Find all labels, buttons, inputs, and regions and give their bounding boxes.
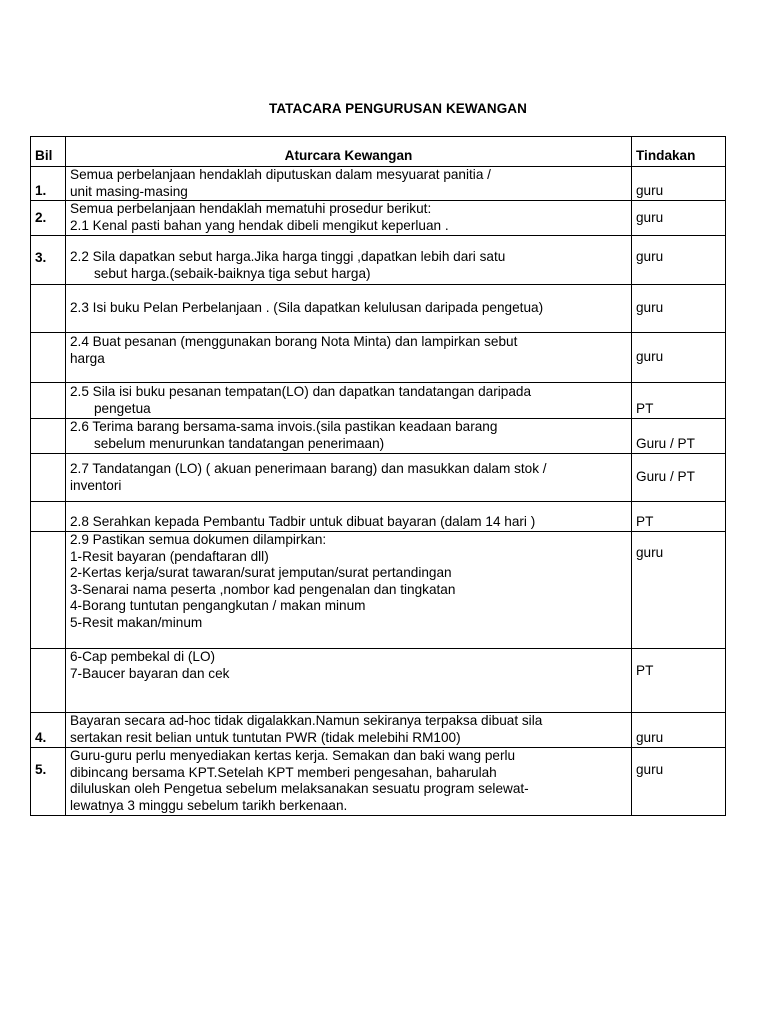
row-aturcara [66, 532, 632, 649]
row-line: harga [70, 350, 105, 366]
table-row [31, 167, 726, 201]
row-line: Semua perbelanjaan hendaklah mematuhi prosedur berikut: [70, 201, 432, 216]
row-line: 2.6 Terima barang bersama-sama invois.(sila pastikan keadaan barang [70, 419, 498, 434]
row-tindakan: Guru / PT [632, 419, 726, 454]
row-line: 2.8 Serahkan kepada Pembantu Tadbir untuk dibuat bayaran (dalam 14 hari ) [70, 513, 536, 529]
row-aturcara [66, 748, 632, 816]
row-line: diluluskan oleh Pengetua sebelum melaksanakan sesuatu program selewat- [70, 781, 529, 796]
procedure-table [30, 136, 726, 816]
table-row [31, 285, 726, 333]
row-aturcara [66, 383, 632, 419]
row-aturcara [66, 285, 632, 333]
table-row [31, 419, 726, 454]
row-line: 2.9 Pastikan semua dokumen dilampirkan: [70, 532, 327, 547]
row-line: lewatnya 3 minggu sebelum tarikh berkenaan. [70, 797, 348, 813]
table-row [31, 649, 726, 713]
row-line: Bayaran secara ad-hoc tidak digalakkan.Namun sekiranya terpaksa dibuat sila [70, 713, 543, 728]
row-tindakan: guru [632, 236, 726, 285]
row-tindakan: guru [632, 201, 726, 236]
row-line: 2-Kertas kerja/surat tawaran/surat jemputan/surat pertandingan [70, 565, 452, 580]
header-row [31, 137, 726, 167]
row-aturcara [66, 649, 632, 713]
document-title: TATACARA PENGURUSAN KEWANGAN [268, 101, 528, 116]
row-line: 3-Senarai nama peserta ,nombor kad pengenalan dan tingkatan [70, 581, 456, 597]
row-line: Guru-guru perlu menyediakan kertas kerja. Semakan dan baki wang perlu [70, 748, 516, 763]
row-line: 2.2 Sila dapatkan sebut harga.Jika harga tinggi ,dapatkan lebih dari satu [70, 249, 506, 264]
row-bil [31, 532, 66, 649]
row-bil: 4. [31, 713, 66, 748]
row-line: 4-Borang tuntutan pengangkutan / makan minum [70, 598, 366, 613]
row-line: sebelum menurunkan tandatangan penerimaan) [94, 435, 385, 451]
row-bil: 1. [31, 167, 66, 201]
row-tindakan: guru [632, 713, 726, 748]
row-aturcara [66, 167, 632, 201]
row-line: Semua perbelanjaan hendaklah diputuskan dalam mesyuarat panitia / [70, 167, 491, 182]
row-tindakan: guru [632, 333, 726, 383]
row-aturcara [66, 236, 632, 285]
row-line: unit masing-masing [70, 183, 188, 199]
header-aturcara: Aturcara Kewangan [66, 137, 632, 167]
row-tindakan: Guru / PT [632, 454, 726, 502]
table-row [31, 532, 726, 649]
row-line: 6-Cap pembekal di (LO) [70, 649, 216, 664]
row-bil [31, 454, 66, 502]
table-row [31, 454, 726, 502]
row-bil [31, 383, 66, 419]
row-line: 5-Resit makan/minum [70, 614, 203, 630]
row-bil: 5. [31, 748, 66, 816]
row-line: 2.1 Kenal pasti bahan yang hendak dibeli mengikut keperluan . [70, 217, 449, 233]
table-row [31, 748, 726, 816]
table-row [31, 713, 726, 748]
row-aturcara [66, 201, 632, 236]
row-line: 2.7 Tandatangan (LO) ( akuan penerimaan barang) dan masukkan dalam stok / [70, 461, 547, 476]
row-line: 2.5 Sila isi buku pesanan tempatan(LO) dan dapatkan tandatangan daripada [70, 384, 532, 399]
row-bil: 2. [31, 201, 66, 236]
row-line: 2.3 Isi buku Pelan Perbelanjaan . (Sila dapatkan kelulusan daripada pengetua) [70, 300, 544, 316]
row-bil: 3. [31, 236, 66, 285]
row-tindakan: guru [632, 167, 726, 201]
row-tindakan: guru [632, 748, 726, 816]
row-line: pengetua [94, 400, 151, 416]
row-bil [31, 649, 66, 713]
table-row [31, 333, 726, 383]
table-row [31, 502, 726, 532]
row-aturcara [66, 502, 632, 532]
table-row [31, 201, 726, 236]
row-tindakan: guru [632, 532, 726, 649]
row-bil [31, 419, 66, 454]
header-bil: Bil [31, 137, 66, 167]
row-tindakan: PT [632, 502, 726, 532]
row-line: 1-Resit bayaran (pendaftaran dll) [70, 548, 269, 564]
row-line: 7-Baucer bayaran dan cek [70, 665, 230, 681]
row-bil [31, 502, 66, 532]
table-row [31, 236, 726, 285]
row-line: inventori [70, 477, 122, 493]
row-bil [31, 333, 66, 383]
row-line: dibincang bersama KPT.Setelah KPT memberi pengesahan, baharulah [70, 764, 497, 780]
row-tindakan: guru [632, 285, 726, 333]
row-line: 2.4 Buat pesanan (menggunakan borang Nota Minta) dan lampirkan sebut [70, 334, 518, 349]
row-aturcara [66, 419, 632, 454]
row-bil [31, 285, 66, 333]
row-tindakan: PT [632, 649, 726, 713]
row-aturcara [66, 333, 632, 383]
table-row [31, 383, 726, 419]
row-line: sebut harga.(sebaik-baiknya tiga sebut harga) [94, 265, 371, 281]
header-tindakan: Tindakan [632, 137, 726, 167]
row-tindakan: PT [632, 383, 726, 419]
row-aturcara [66, 713, 632, 748]
row-aturcara [66, 454, 632, 502]
row-line: sertakan resit belian untuk tuntutan PWR (tidak melebihi RM100) [70, 729, 461, 745]
